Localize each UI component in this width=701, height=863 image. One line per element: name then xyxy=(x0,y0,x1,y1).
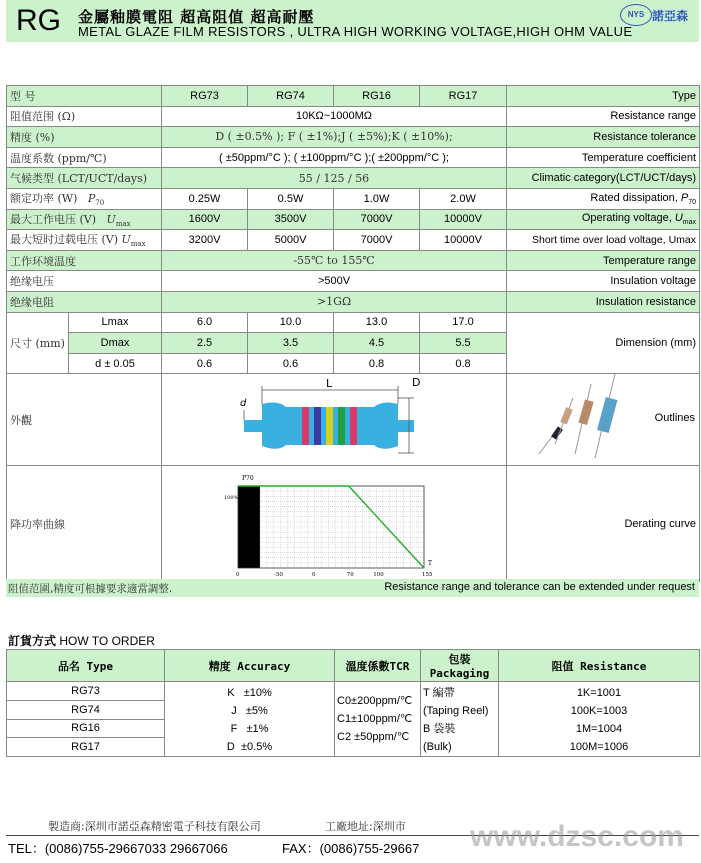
power-value: 1.0W xyxy=(334,188,420,209)
order-type: RG16 xyxy=(7,719,165,738)
series-code: RG xyxy=(16,4,61,37)
voltage-value: 1600V xyxy=(162,209,248,230)
derating-chart xyxy=(162,466,506,578)
telephone: TEL：(0086)755-29667033 29667066 xyxy=(8,841,228,856)
tcr-value: ( ±50ppm/°C ); ( ±100ppm/°C );( ±200ppm/°C ); xyxy=(162,147,507,168)
axis-band xyxy=(238,486,260,568)
resistance-cn: 阻值范围 (Ω) xyxy=(7,106,162,127)
order-header: 精度 Accuracy xyxy=(165,650,335,682)
logo-text: 諾亞森 xyxy=(652,9,689,23)
type-model: RG17 xyxy=(420,86,507,107)
type-en: Type xyxy=(507,86,700,107)
row-overload xyxy=(7,230,700,251)
dim-label-d: d xyxy=(240,398,247,410)
footnote-en: Resistance range and tolerance can be extended under request xyxy=(384,581,695,593)
climatic-value: 55 / 125 / 56 xyxy=(162,168,507,189)
x-tick-label: 0 xyxy=(236,572,240,579)
title-chinese: 金屬釉膜電阻 超高阻值 超高耐壓 xyxy=(78,8,315,26)
order-header: 品名 Type xyxy=(7,650,165,682)
voltage-value: 10000V xyxy=(420,209,507,230)
dimension-cn: 尺寸 (mm) xyxy=(7,312,69,374)
dim-value: 13.0 xyxy=(334,312,420,333)
x-tick-label: 70 xyxy=(346,572,354,579)
dimension-en: Dimension (mm) xyxy=(507,312,700,374)
x-tick-label: -50 xyxy=(274,572,283,579)
color-band xyxy=(338,407,345,445)
order-header-row xyxy=(7,650,700,682)
logo-badge: NYS xyxy=(620,4,652,26)
dim-label-D: D xyxy=(412,376,421,390)
voltage-value: 7000V xyxy=(334,209,420,230)
row-outline xyxy=(7,374,700,466)
y-tick-label: 100% xyxy=(224,495,239,502)
dim-label: Dmax xyxy=(69,333,162,354)
order-type: RG73 xyxy=(7,682,165,701)
row-insul-r xyxy=(7,291,700,312)
x-tick-label: 155 xyxy=(422,572,433,579)
dim-value: 0.6 xyxy=(162,353,248,374)
insul-r-en: Insulation resistance xyxy=(507,291,700,312)
overload-value: 10000V xyxy=(420,230,507,251)
manufacturer: 製造商:深圳市諾亞森精密電子科技有限公司 xyxy=(48,820,261,833)
type-model: RG73 xyxy=(162,86,248,107)
outline-drawing-cell xyxy=(162,374,507,466)
order-type: RG74 xyxy=(7,700,165,719)
insul-v-en: Insulation voltage xyxy=(507,271,700,292)
insul-r-cn: 绝缘电阻 xyxy=(7,291,162,312)
tcr-item: C0±200ppm/℃ xyxy=(337,695,413,707)
resistance-code: 1M=1004 xyxy=(575,723,623,735)
order-type: RG17 xyxy=(7,738,165,757)
dim-value: 17.0 xyxy=(420,312,507,333)
dim-value: 3.5 xyxy=(248,333,334,354)
power-value: 0.5W xyxy=(248,188,334,209)
packaging-item: (Bulk) xyxy=(423,741,452,753)
row-voltage xyxy=(7,209,700,230)
factory-address: 工廠地址:深圳市 xyxy=(325,820,406,833)
dim-value: 5.5 xyxy=(420,333,507,354)
accuracy-item: F ±1% xyxy=(230,723,269,735)
packaging-item: T 編帶 xyxy=(423,687,455,699)
power-value: 2.0W xyxy=(420,188,507,209)
brand-logo xyxy=(620,2,701,30)
accuracy-item: D ±0.5% xyxy=(226,741,273,753)
x-axis-label: T xyxy=(428,560,433,568)
order-header: 溫度係數TCR xyxy=(335,650,421,682)
dim-value: 0.8 xyxy=(420,353,507,374)
outline-en: Outlines xyxy=(654,412,695,425)
order-title-en: HOW TO ORDER xyxy=(59,634,155,648)
order-title xyxy=(8,632,155,649)
tcr-cn: 温度系数 (ppm/℃) xyxy=(7,147,162,168)
fax: FAX：(0086)755-29667 xyxy=(282,841,420,856)
outline-cn: 外觀 xyxy=(7,374,162,466)
tcr-item: C1±100ppm/℃ xyxy=(337,713,413,725)
y-axis-label: P70 xyxy=(242,475,254,483)
overload-en: Short time over load voltage, Umax xyxy=(507,230,700,251)
voltage-en: Operating voltage, $U_{max}$ xyxy=(507,209,700,230)
footnote-bar xyxy=(6,579,699,597)
tolerance-cn: 精度 (%) xyxy=(7,127,162,148)
resistor-1 xyxy=(560,407,572,424)
order-header: 包裝Packaging xyxy=(421,650,499,682)
temp-cn: 工作环境温度 xyxy=(7,250,162,271)
voltage-value: 3500V xyxy=(248,209,334,230)
overload-value: 3200V xyxy=(162,230,248,251)
dim-value: 4.5 xyxy=(334,333,420,354)
insul-v-cn: 绝缘电压 xyxy=(7,271,162,292)
overload-value: 5000V xyxy=(248,230,334,251)
derating-cn: 降功率曲線 xyxy=(7,466,162,582)
resistance-value: 10KΩ~1000MΩ xyxy=(162,106,507,127)
dim-label: d ± 0.05 xyxy=(69,353,162,374)
header-banner xyxy=(6,0,699,42)
order-accuracy-cell xyxy=(165,682,335,757)
row-power xyxy=(7,188,700,209)
climatic-en: Climatic category(LCT/UCT/days) xyxy=(507,168,700,189)
footnote-cn: 阻值范圍,精度可根據要求適當調整. xyxy=(8,583,173,595)
type-cn: 型 号 xyxy=(7,86,162,107)
row-climatic xyxy=(7,168,700,189)
tolerance-value: D ( ±0.5% ); F ( ±1%);J ( ±5%);K ( ±10%); xyxy=(162,127,507,148)
temp-en: Temperature range xyxy=(507,250,700,271)
color-band xyxy=(302,407,309,445)
order-row xyxy=(7,682,700,701)
order-table xyxy=(6,649,700,757)
outline-photo-cell xyxy=(507,374,700,466)
order-resistance-cell xyxy=(499,682,700,757)
resistance-code: 1K=1001 xyxy=(576,687,622,699)
resistance-code: 100M=1006 xyxy=(569,741,629,753)
dim-value: 0.8 xyxy=(334,353,420,374)
insul-r-value: >1GΩ xyxy=(162,291,507,312)
voltage-cn: 最大工作电压 (V) $U_{max}$ xyxy=(7,209,162,230)
overload-value: 7000V xyxy=(334,230,420,251)
order-title-cn: 訂貨方式 xyxy=(8,634,57,648)
power-en: Rated dissipation, $P_{70}$ xyxy=(507,188,700,209)
spec-table xyxy=(6,85,700,582)
order-packaging-cell xyxy=(421,682,499,757)
resistor-3 xyxy=(597,397,617,433)
row-type xyxy=(7,86,700,107)
resistance-code: 100K=1003 xyxy=(570,705,628,717)
dim-value: 0.6 xyxy=(248,353,334,374)
type-model: RG16 xyxy=(334,86,420,107)
order-header: 阻值 Resistance xyxy=(499,650,700,682)
tcr-item: C2 ±50ppm/℃ xyxy=(337,731,410,743)
accuracy-item: K ±10% xyxy=(227,687,272,699)
resistor-dimension-drawing xyxy=(162,374,506,462)
power-cn: 额定功率 (W) $P_{70}$ xyxy=(7,188,162,209)
watermark: www.dzsc.com xyxy=(470,820,684,853)
resistor-2 xyxy=(578,400,593,426)
dim-label-L: L xyxy=(326,377,333,391)
color-band xyxy=(314,407,321,445)
row-insul-v xyxy=(7,271,700,292)
dim-value: 2.5 xyxy=(162,333,248,354)
derating-chart-cell xyxy=(162,466,507,582)
row-resistance xyxy=(7,106,700,127)
x-tick-label: 100 xyxy=(373,572,384,579)
color-band xyxy=(350,407,357,445)
type-model: RG74 xyxy=(248,86,334,107)
dim-label: Lmax xyxy=(69,312,162,333)
row-derating xyxy=(7,466,700,582)
tcr-en: Temperature coefficient xyxy=(507,147,700,168)
dim-value: 10.0 xyxy=(248,312,334,333)
temp-value: -55℃ to 155℃ xyxy=(162,250,507,271)
packaging-item: B 袋裝 xyxy=(423,723,456,735)
insul-v-value: >500V xyxy=(162,271,507,292)
color-band xyxy=(326,407,333,445)
tolerance-en: Resistance tolerance xyxy=(507,127,700,148)
row-temp xyxy=(7,250,700,271)
climatic-cn: 气候类型 (LCT/UCT/days) xyxy=(7,168,162,189)
resistance-en: Resistance range xyxy=(507,106,700,127)
row-tolerance xyxy=(7,127,700,148)
accuracy-item: J ±5% xyxy=(231,705,268,717)
order-tcr-cell xyxy=(335,682,421,757)
x-tick-label: 0 xyxy=(312,572,316,579)
resistor-photo xyxy=(529,374,649,462)
derating-en: Derating curve xyxy=(507,466,700,582)
packaging-item: (Taping Reel) xyxy=(423,705,489,717)
overload-cn: 最大短时过载电压 (V) $U_{max}$ xyxy=(7,230,162,251)
dim-value: 6.0 xyxy=(162,312,248,333)
row-tcr xyxy=(7,147,700,168)
power-value: 0.25W xyxy=(162,188,248,209)
title-english: METAL GLAZE FILM RESISTORS , ULTRA HIGH WORKING VOLTAGE,HIGH OHM VALUE xyxy=(78,24,633,39)
row-dim-1 xyxy=(7,312,700,333)
